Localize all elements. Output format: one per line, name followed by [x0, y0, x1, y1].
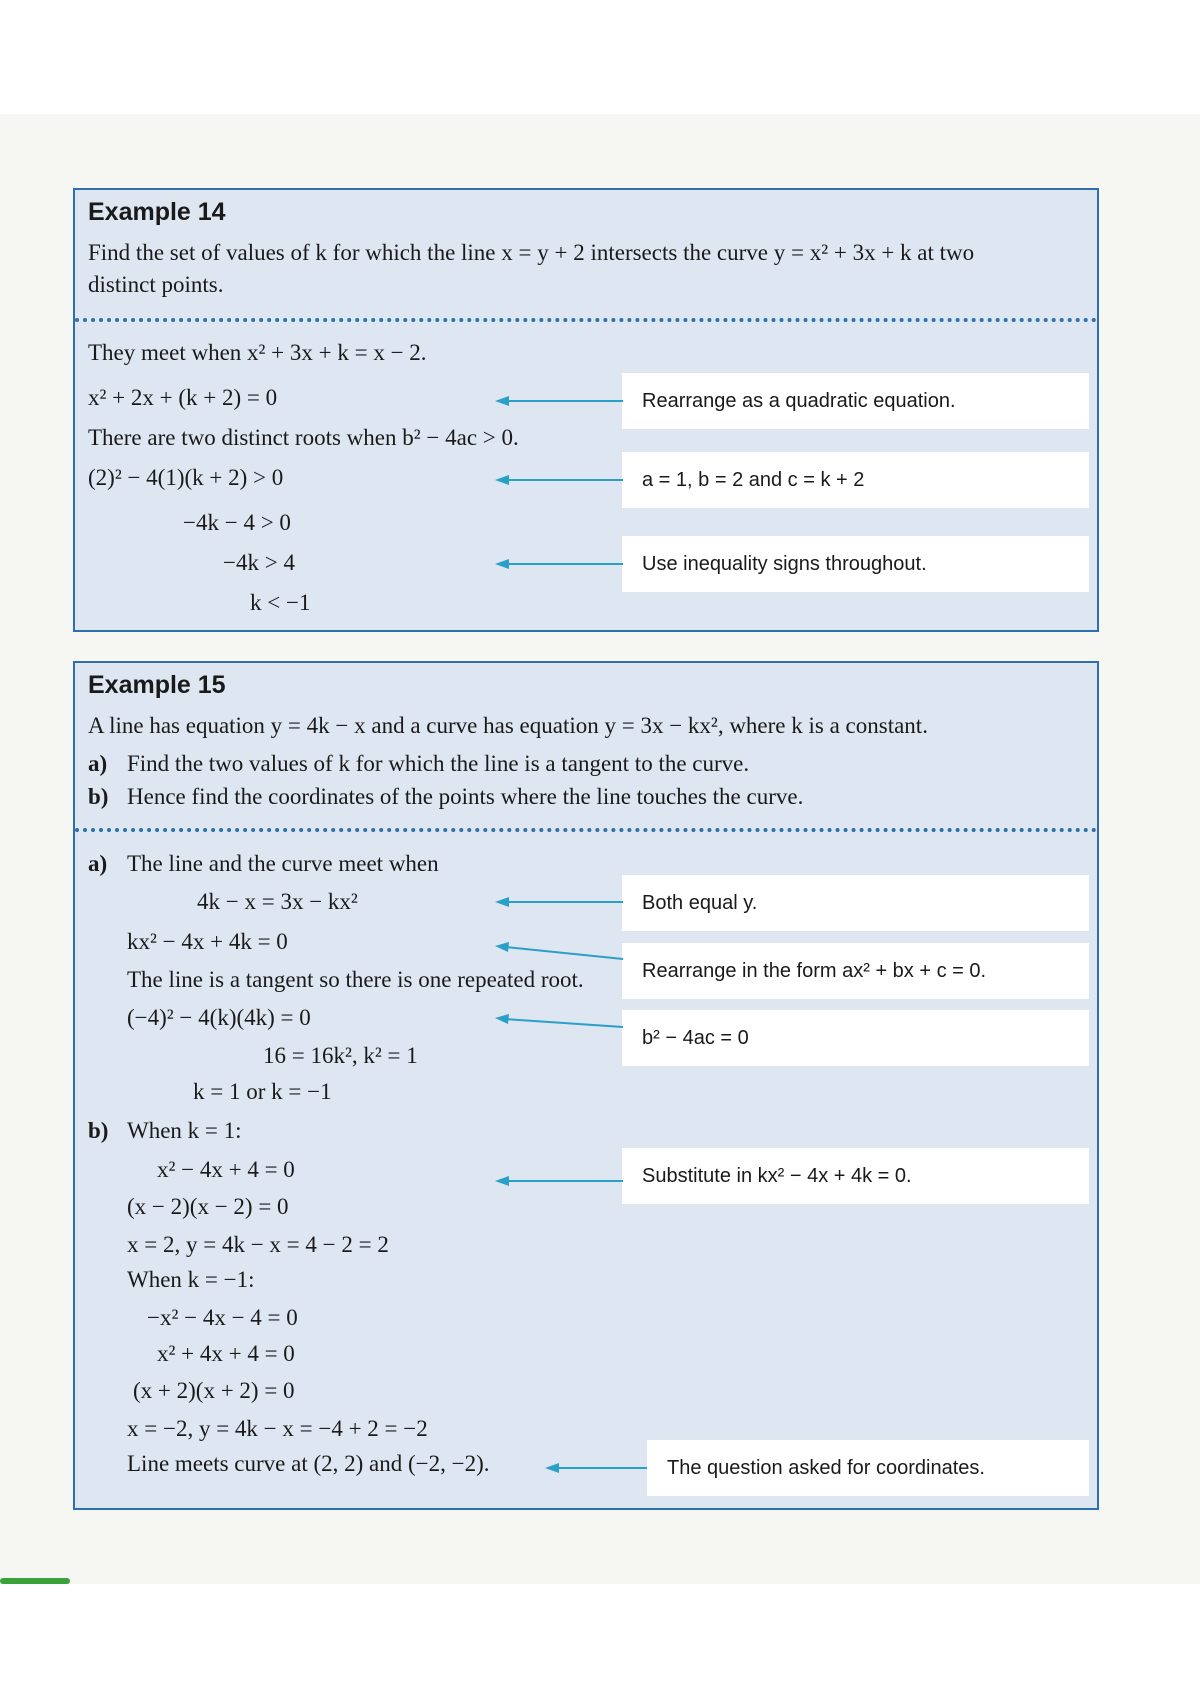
solution-step: When k = −1: [127, 1267, 255, 1292]
part-label: a) [88, 751, 108, 776]
annotation-note: Rearrange as a quadratic equation. [622, 373, 1089, 429]
solution-step: There are two distinct roots when b² − 4ac > 0. [88, 425, 519, 450]
solution-step: x = −2, y = 4k − x = −4 + 2 = −2 [127, 1416, 428, 1441]
page-tab-marker [0, 1578, 70, 1584]
arrow-left-icon [495, 1011, 625, 1041]
annotation-note: Both equal y. [622, 875, 1089, 931]
question-line: distinct points. [88, 272, 224, 297]
solution-step: (2)² − 4(1)(k + 2) > 0 [88, 465, 284, 490]
arrow-left-icon [495, 472, 625, 488]
solution-step: x² + 2x + (k + 2) = 0 [88, 385, 278, 410]
arrow-left-icon [495, 894, 625, 910]
example-15-box [73, 661, 1099, 1510]
solution-step: 4k − x = 3x − kx² [197, 889, 358, 914]
annotation-note: The question asked for coordinates. [647, 1440, 1089, 1496]
solution-step: They meet when x² + 3x + k = x − 2. [88, 340, 427, 365]
solution-step: 16 = 16k², k² = 1 [263, 1043, 418, 1068]
example-14-box [73, 188, 1099, 632]
arrow-left-icon [495, 939, 625, 969]
arrow-left-icon [545, 1460, 649, 1476]
question-line: Find the set of values of k for which the line x = y + 2 intersects the curve y = x² + 3x + k at two [88, 240, 975, 265]
part-text: Hence find the coordinates of the points where the line touches the curve. [127, 784, 804, 809]
dotted-divider [75, 828, 1097, 832]
annotation-note: b² − 4ac = 0 [622, 1010, 1089, 1066]
arrow-left-icon [495, 556, 625, 572]
solution-step: The line and the curve meet when [127, 851, 439, 876]
solution-step: The line is a tangent so there is one repeated root. [127, 967, 584, 992]
solution-step: x² + 4x + 4 = 0 [157, 1341, 295, 1366]
arrow-left-icon [495, 393, 625, 409]
solution-step: x = 2, y = 4k − x = 4 − 2 = 2 [127, 1232, 389, 1257]
part-label: b) [88, 1118, 109, 1143]
question-line: A line has equation y = 4k − x and a curve has equation y = 3x − kx², where k is a constant. [88, 713, 928, 738]
solution-step: Line meets curve at (2, 2) and (−2, −2). [127, 1451, 490, 1476]
annotation-note: a = 1, b = 2 and c = k + 2 [622, 452, 1089, 508]
dotted-divider [75, 318, 1097, 322]
solution-step: −4k − 4 > 0 [183, 510, 291, 535]
arrow-left-icon [495, 1173, 625, 1189]
part-text: Find the two values of k for which the line is a tangent to the curve. [127, 751, 750, 776]
solution-step: When k = 1: [127, 1118, 242, 1143]
part-label: a) [88, 851, 108, 876]
solution-step: k = 1 or k = −1 [193, 1079, 332, 1104]
annotation-note: Rearrange in the form ax² + bx + c = 0. [622, 943, 1089, 999]
solution-step: x² − 4x + 4 = 0 [157, 1157, 295, 1182]
solution-step: (x + 2)(x + 2) = 0 [133, 1378, 295, 1403]
annotation-note: Substitute in kx² − 4x + 4k = 0. [622, 1148, 1089, 1204]
solution-step: −4k > 4 [223, 550, 295, 575]
solution-step: (−4)² − 4(k)(4k) = 0 [127, 1005, 311, 1030]
example-title: Example 15 [88, 671, 226, 699]
solution-step: kx² − 4x + 4k = 0 [127, 929, 288, 954]
example-title: Example 14 [88, 198, 226, 226]
solution-step: (x − 2)(x − 2) = 0 [127, 1194, 289, 1219]
annotation-note: Use inequality signs throughout. [622, 536, 1089, 592]
solution-step: −x² − 4x − 4 = 0 [147, 1305, 298, 1330]
part-label: b) [88, 784, 109, 809]
solution-step: k < −1 [250, 590, 311, 615]
